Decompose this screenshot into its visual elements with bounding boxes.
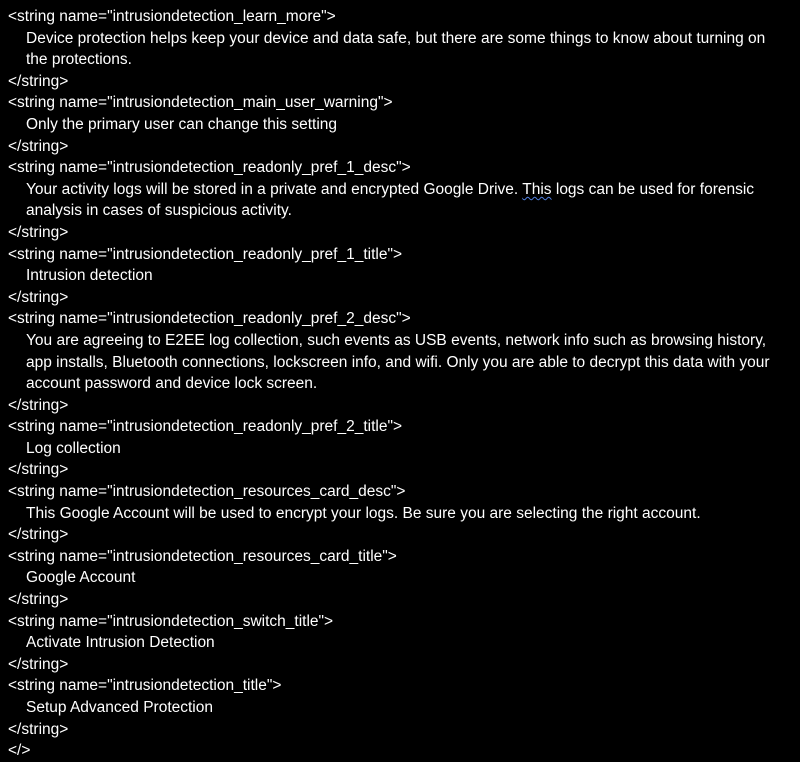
string-entry xyxy=(8,481,790,546)
string-close-tag: </string> xyxy=(8,137,69,155)
string-value xyxy=(8,179,790,222)
trailing-tag: </> xyxy=(8,742,31,760)
string-close-tag: </string> xyxy=(8,720,69,738)
value-text: logs can be used for forensic analysis in cases of suspicious activity. xyxy=(26,180,759,220)
string-value: Activate Intrusion Detection xyxy=(26,634,215,652)
string-entry xyxy=(8,675,790,740)
string-value: Intrusion detection xyxy=(26,267,153,285)
string-open-tag: <string name="intrusiondetection_resources_card_title"> xyxy=(8,547,397,565)
string-close-tag: </string> xyxy=(8,223,69,241)
string-close-tag: </string> xyxy=(8,72,69,90)
string-open-tag: <string name="intrusiondetection_switch_title"> xyxy=(8,612,334,630)
string-entry xyxy=(8,611,790,676)
string-open-tag: <string name="intrusiondetection_resources_card_desc"> xyxy=(8,483,406,501)
string-entry xyxy=(8,416,790,481)
string-open-tag: <string name="intrusiondetection_learn_more"> xyxy=(8,8,336,25)
string-close-tag: </string> xyxy=(8,591,69,609)
string-open-tag: <string name="intrusiondetection_readonly_pref_1_title"> xyxy=(8,245,403,263)
string-open-tag: <string name="intrusiondetection_title"> xyxy=(8,677,282,695)
string-value: Device protection helps keep your device and data safe, but there are some things to know about turning on the protections. xyxy=(26,29,770,69)
string-value: This Google Account will be used to encrypt your logs. Be sure you are selecting the right account. xyxy=(26,504,701,522)
string-open-tag: <string name="intrusiondetection_readonly_pref_2_title"> xyxy=(8,418,403,436)
string-close-tag: </string> xyxy=(8,461,69,479)
string-entry xyxy=(8,92,790,157)
string-open-tag: <string name="intrusiondetection_readonly_pref_1_desc"> xyxy=(8,159,411,177)
string-close-tag: </string> xyxy=(8,655,69,673)
misspelled-word: This xyxy=(522,180,552,198)
string-entry xyxy=(8,157,790,243)
string-value: Only the primary user can change this setting xyxy=(26,115,338,133)
string-entry xyxy=(8,546,790,611)
string-value: You are agreeing to E2EE log collection, such events as USB events, network info such as browsing history, app installs, Bluetooth connections, lockscreen info, and wifi. Only you are able to decrypt this data with your account password and device lock screen. xyxy=(26,331,774,393)
string-value: Google Account xyxy=(26,569,136,587)
string-close-tag: </string> xyxy=(8,396,69,414)
string-value: Setup Advanced Protection xyxy=(26,699,213,716)
value-text: Your activity logs will be stored in a private and encrypted Google Drive. xyxy=(26,180,523,198)
string-close-tag: </string> xyxy=(8,526,69,544)
string-entry-list xyxy=(8,6,790,740)
string-entry xyxy=(8,6,790,92)
string-open-tag: <string name="intrusiondetection_main_user_warning"> xyxy=(8,94,393,112)
string-close-tag: </string> xyxy=(8,288,69,306)
string-entry xyxy=(8,308,790,416)
string-entry xyxy=(8,244,790,309)
string-open-tag: <string name="intrusiondetection_readonly_pref_2_desc"> xyxy=(8,310,411,328)
string-value: Log collection xyxy=(26,439,121,457)
